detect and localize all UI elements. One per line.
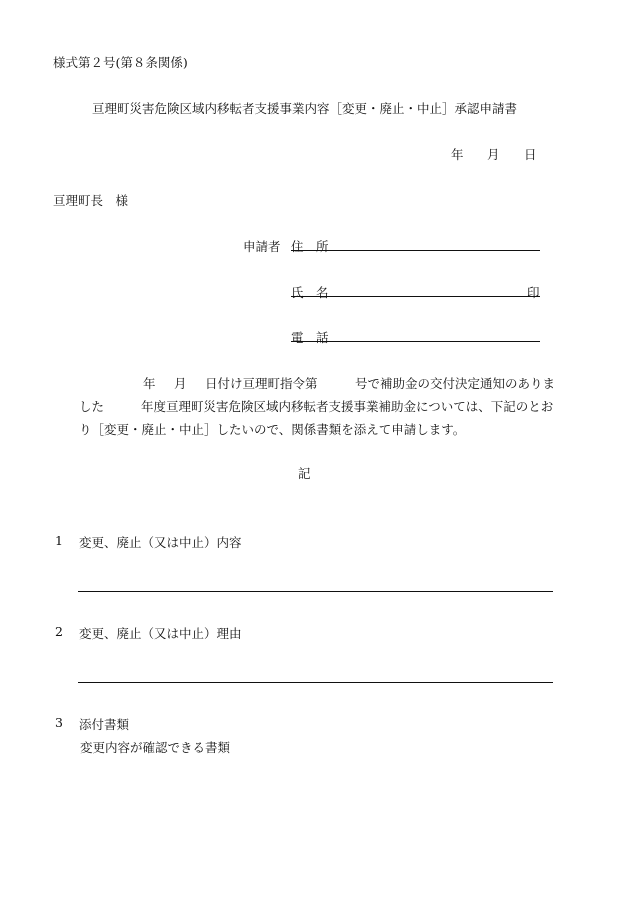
body-line1-text-a: 日付け亘理町指令第 xyxy=(205,376,318,391)
phone-field-line[interactable] xyxy=(291,341,540,342)
body-line2-text-b: 年度亘理町災害危険区域内移転者支援事業補助金については、下記のとお xyxy=(141,399,554,414)
document-title: 亘理町災害危険区域内移転者支援事業内容［変更・廃止・中止］承認申請書 xyxy=(92,101,518,116)
item-1-label: 変更、廃止（又は中止）内容 xyxy=(79,535,242,550)
form-number: 様式第２号(第８条関係) xyxy=(53,55,188,70)
seal-mark: 印 xyxy=(527,285,540,300)
item-1-answer-line[interactable] xyxy=(78,591,553,592)
item-3-detail: 変更内容が確認できる書類 xyxy=(80,740,231,755)
body-line3-text: り［変更・廃止・中止］したいので、関係書類を添えて申請します。 xyxy=(79,422,466,437)
applicant-label: 申請者 xyxy=(243,239,281,254)
body-line1-text-b: 号で補助金の交付決定通知のありま xyxy=(355,376,556,391)
item-2-answer-line[interactable] xyxy=(78,682,553,683)
date-day-label: 日 xyxy=(524,147,537,162)
item-2-label: 変更、廃止（又は中止）理由 xyxy=(79,626,242,641)
item-1-number: 1 xyxy=(55,533,63,548)
date-month-label: 月 xyxy=(487,147,500,162)
body-year-label: 年 xyxy=(143,376,156,391)
item-2-number: 2 xyxy=(55,624,63,639)
body-line2-text-a: した xyxy=(79,399,105,414)
name-field-line[interactable] xyxy=(291,296,540,297)
date-year-label: 年 xyxy=(451,147,464,162)
item-3-number: 3 xyxy=(55,715,63,730)
address-label: 住 所 xyxy=(291,239,329,254)
addressee: 亘理町長 様 xyxy=(53,193,129,208)
phone-label: 電 話 xyxy=(291,330,329,345)
item-3-label: 添付書類 xyxy=(79,717,130,732)
name-label: 氏 名 xyxy=(291,285,329,300)
ki-heading: 記 xyxy=(298,466,311,481)
address-field-line[interactable] xyxy=(291,250,540,251)
body-month-label: 月 xyxy=(174,376,187,391)
